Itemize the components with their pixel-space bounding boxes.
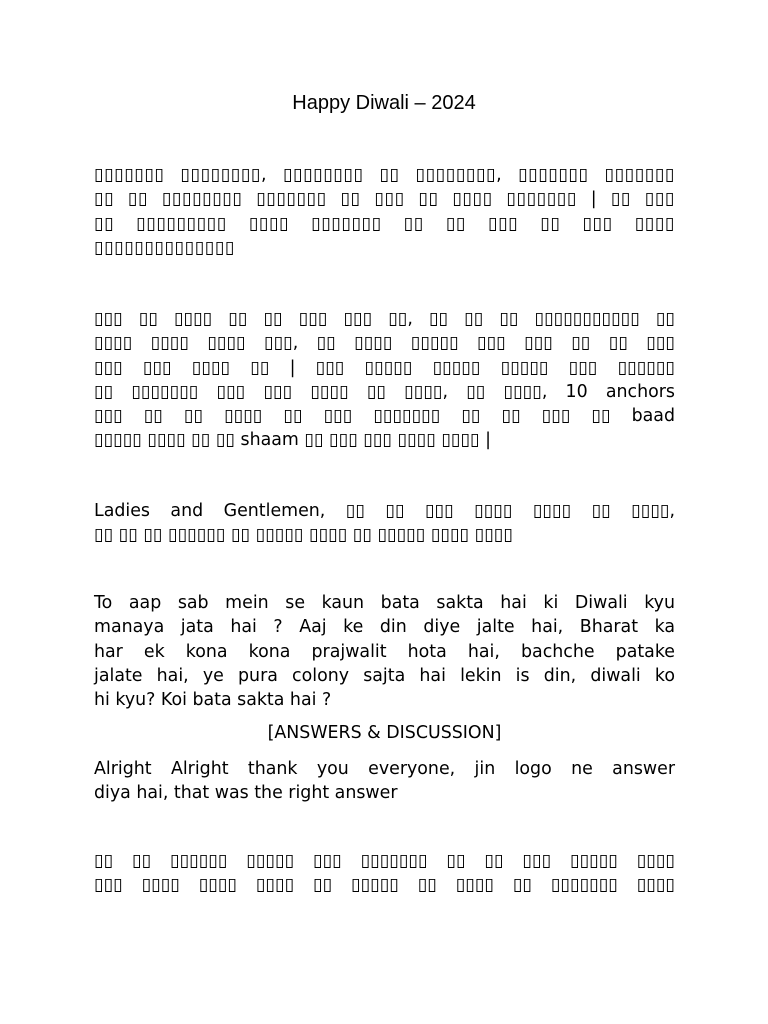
paragraph-line: jalate hai, ye pura colony sajta hai lekin is din, diwali ko	[94, 665, 675, 686]
paragraph-line: ▯▯▯ ▯▯▯ ▯▯▯▯ ▯▯ | ▯▯▯ ▯▯▯▯▯ ▯▯▯▯▯ ▯▯▯▯▯ ▯▯▯ ▯▯▯▯▯▯	[94, 357, 675, 378]
paragraph-line: diya hai, that was the right answer	[94, 783, 398, 804]
paragraph-greeting	[94, 499, 675, 548]
paragraph-line: Alright Alright thank you everyone, jin logo ne answer	[94, 759, 675, 779]
paragraph-line: hi kyu? Koi bata sakta hai ?	[94, 690, 332, 711]
paragraph-line: Ladies and Gentlemen, ▯▯ ▯▯ ▯▯▯ ▯▯▯▯ ▯▯▯▯ ▯▯ ▯▯▯▯,	[94, 501, 675, 521]
paragraph-line: har ek kona kona prajwalit hota hai, bachche patake	[94, 641, 675, 662]
paragraph-line: ▯▯▯▯ ▯▯▯▯ ▯▯▯▯ ▯▯▯, ▯▯ ▯▯▯▯ ▯▯▯▯▯ ▯▯▯ ▯▯▯ ▯▯ ▯▯ ▯▯▯	[94, 333, 675, 354]
paragraph-line: ▯▯ ▯▯ ▯▯ ▯▯▯▯▯▯ ▯▯ ▯▯▯▯▯ ▯▯▯▯ ▯▯ ▯▯▯▯▯ ▯▯▯▯ ▯▯▯▯	[94, 525, 513, 546]
paragraph-line: ▯▯ ▯▯▯▯▯▯▯▯▯ ▯▯▯▯ ▯▯▯▯▯▯▯ ▯▯ ▯▯ ▯▯▯ ▯▯ ▯▯▯ ▯▯▯▯	[94, 213, 675, 234]
document-title: Happy Diwali – 2024	[292, 92, 476, 114]
discussion-heading: [ANSWERS & DISCUSSION]	[267, 723, 502, 743]
paragraph-thanks	[94, 757, 675, 806]
paragraph-intro	[94, 163, 675, 260]
paragraph-line: ▯▯ ▯▯ ▯▯▯▯▯▯ ▯▯▯▯▯ ▯▯▯ ▯▯▯▯▯▯▯ ▯▯ ▯▯ ▯▯▯ ▯▯▯▯▯ ▯▯▯▯	[94, 851, 675, 871]
paragraph-question	[94, 591, 675, 712]
paragraph-line: ▯▯▯ ▯▯▯▯ ▯▯▯▯ ▯▯▯▯ ▯▯ ▯▯▯▯▯ ▯▯ ▯▯▯▯ ▯▯ ▯▯▯▯▯▯▯ ▯▯▯▯	[94, 875, 675, 896]
paragraph-line: To aap sab mein se kaun bata sakta hai ki Diwali kyu	[94, 593, 675, 613]
paragraph-closing	[94, 849, 675, 898]
paragraph-anchors	[94, 307, 675, 453]
paragraph-line: ▯▯ ▯▯▯▯▯▯▯ ▯▯▯ ▯▯▯ ▯▯▯▯ ▯▯ ▯▯▯▯, ▯▯ ▯▯▯▯, 10 anchors	[94, 381, 675, 402]
paragraph-line: ▯▯▯ ▯▯ ▯▯▯▯ ▯▯ ▯▯ ▯▯▯ ▯▯▯ ▯▯, ▯▯ ▯▯ ▯▯ ▯▯▯▯▯▯▯▯▯▯▯ ▯▯	[94, 309, 675, 329]
paragraph-line: ▯▯▯▯▯▯▯ ▯▯▯▯▯▯▯▯, ▯▯▯▯▯▯▯▯ ▯▯ ▯▯▯▯▯▯▯▯, ▯▯▯▯▯▯▯ ▯▯▯▯▯▯▯	[94, 165, 675, 185]
paragraph-line: manaya jata hai ? Aaj ke din diye jalte hai, Bharat ka	[94, 617, 675, 638]
paragraph-line: ▯▯▯ ▯▯ ▯▯ ▯▯▯▯ ▯▯ ▯▯▯ ▯▯▯▯▯▯▯ ▯▯ ▯▯ ▯▯▯ ▯▯ baad	[94, 406, 675, 427]
paragraph-line: ▯▯ ▯▯ ▯▯▯▯▯▯▯▯ ▯▯▯▯▯▯▯ ▯▯ ▯▯▯ ▯▯ ▯▯▯▯ ▯▯▯▯▯▯▯ | ▯▯ ▯▯▯	[94, 189, 675, 210]
paragraph-line: ▯▯▯▯▯ ▯▯▯▯ ▯▯ ▯▯ shaam ▯▯ ▯▯▯ ▯▯▯ ▯▯▯▯ ▯▯▯▯ |	[94, 430, 492, 451]
paragraph-line: ▯▯▯▯▯▯▯▯▯▯▯▯▯▯	[94, 237, 235, 258]
